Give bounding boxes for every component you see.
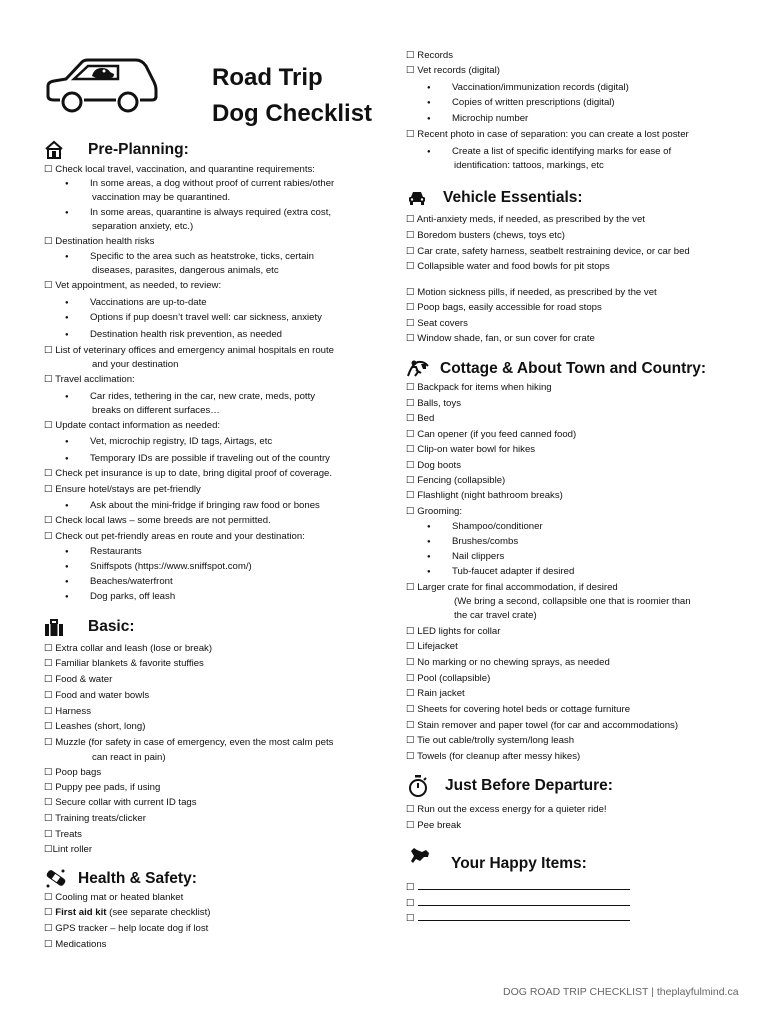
item-continuation: (We bring a second, collapsible one that is roomier than	[454, 596, 691, 607]
checklist-item[interactable]: ☐ Check local laws – some breeds are not permitted.	[44, 515, 271, 526]
bullet-continuation: diseases, parasites, dangerous animals, etc	[92, 265, 279, 276]
item-continuation: the car travel crate)	[454, 610, 537, 621]
checklist-item[interactable]: ☐ Check out pet-friendly areas en route and your destination:	[44, 531, 305, 542]
checklist-item[interactable]: ☐ Stain remover and paper towel (for car and accommodations)	[406, 720, 679, 731]
checklist-item[interactable]: ☐ Clip-on water bowl for hikes	[406, 444, 536, 455]
checklist-item[interactable]: ☐ Window shade, fan, or sun cover for crate	[406, 333, 595, 344]
checklist-item[interactable]: ☐ Recent photo in case of separation: you can create a lost poster	[406, 129, 689, 140]
blank-item[interactable]: ☐	[406, 896, 630, 910]
checklist-item[interactable]: ☐ Rain jacket	[406, 688, 465, 699]
checklist-item[interactable]: ☐ Harness	[44, 706, 91, 717]
blank-item[interactable]: ☐	[406, 911, 630, 925]
checklist-item[interactable]: ☐ Medications	[44, 939, 107, 950]
bullet-item: ● Vet, microchip registry, ID tags, Airtags, etc	[66, 436, 272, 448]
checklist-item[interactable]: ☐ Check local travel, vaccination, and quarantine requirements:	[44, 164, 315, 175]
bullet-item: ● Temporary IDs are possible if traveling out of the country	[66, 453, 330, 465]
checklist-item[interactable]: ☐ Pool (collapsible)	[406, 673, 491, 684]
checklist-item[interactable]: ☐ Destination health risks	[44, 236, 155, 247]
checklist-item[interactable]: ☐ Boredom busters (chews, toys etc)	[406, 230, 565, 241]
title-line-1: Road Trip	[212, 64, 323, 91]
checklist-item[interactable]: ☐ Vet appointment, as needed, to review:	[44, 280, 222, 291]
checklist-item[interactable]: ☐ Run out the excess energy for a quieter ride!	[406, 804, 607, 815]
first-aid-kit-label: First aid kit	[55, 907, 107, 918]
bullet-item: ● Vaccinations are up-to-date	[66, 297, 207, 309]
bullet-item: ● Microchip number	[428, 113, 528, 125]
bullet-item: ● In some areas, a dog without proof of current rabies/other	[66, 178, 334, 190]
checklist-item[interactable]: ☐ Muzzle (for safety in case of emergency, even the most calm pets	[44, 737, 334, 748]
checklist-item[interactable]: ☐ Travel acclimation:	[44, 374, 135, 385]
blank-item[interactable]: ☐	[406, 880, 630, 894]
bullet-item: ● Shampoo/conditioner	[428, 521, 543, 533]
suitcase-icon	[44, 619, 64, 637]
checklist-item[interactable]: ☐ Cooling mat or heated blanket	[44, 892, 184, 903]
hiking-icon	[406, 358, 430, 378]
checklist-item[interactable]: ☐ Ensure hotel/stays are pet-friendly	[44, 484, 201, 495]
blank-line[interactable]	[418, 880, 630, 890]
bullet-item: ● Create a list of specific identifying marks for ease of	[428, 146, 671, 158]
item-continuation: and your destination	[92, 359, 179, 370]
bullet-item: ● Ask about the mini-fridge if bringing raw food or bones	[66, 500, 320, 512]
bullet-continuation: breaks on different surfaces…	[92, 405, 220, 416]
bullet-item: ● Restaurants	[66, 546, 142, 558]
checklist-item[interactable]: ☐ GPS tracker – help locate dog if lost	[44, 923, 209, 934]
checklist-item[interactable]: ☐ Motion sickness pills, if needed, as prescribed by the vet	[406, 287, 657, 298]
checklist-item[interactable]: ☐ Balls, toys	[406, 398, 461, 409]
bullet-item: ● Beaches/waterfront	[66, 576, 173, 588]
bullet-continuation: separation anxiety, etc.)	[92, 221, 194, 232]
bullet-item: ● In some areas, quarantine is always required (extra cost,	[66, 207, 331, 219]
checklist-item[interactable]: ☐ Extra collar and leash (lose or break)	[44, 643, 213, 654]
checklist-item[interactable]: ☐ Poop bags, easily accessible for road stops	[406, 302, 602, 313]
blank-line[interactable]	[418, 896, 630, 906]
bullet-item: ● Brushes/combs	[428, 536, 518, 548]
dog-icon	[408, 845, 432, 867]
blank-line[interactable]	[418, 911, 630, 921]
checklist-item[interactable]: ☐ Secure collar with current ID tags	[44, 797, 197, 808]
title-line-2: Dog Checklist	[212, 100, 373, 127]
bullet-continuation: vaccination may be quarantined.	[92, 192, 231, 203]
page-footer: DOG ROAD TRIP CHECKLIST | theplayfulmind.ca	[503, 986, 739, 998]
bullet-item: ● Car rides, tethering in the car, new crate, meds, potty	[66, 391, 315, 403]
checklist-item[interactable]: ☐ Grooming:	[406, 506, 463, 517]
bullet-item: ● Options if pup doesn’t travel well: car sickness, anxiety	[66, 312, 322, 324]
checklist-item[interactable]: ☐ Backpack for items when hiking	[406, 382, 552, 393]
checklist-item[interactable]: ☐ Seat covers	[406, 318, 468, 329]
checklist-item[interactable]: ☐ Lifejacket	[406, 641, 458, 652]
car-with-dog-icon	[44, 56, 158, 120]
bullet-item: ● Copies of written prescriptions (digital)	[428, 97, 615, 109]
checklist-item[interactable]: ☐Lint roller	[44, 844, 93, 855]
bullet-item: ● Tub-faucet adapter if desired	[428, 566, 574, 578]
item-continuation: can react in pain)	[92, 752, 166, 763]
car-icon	[408, 190, 426, 206]
bullet-item: ● Dog parks, off leash	[66, 591, 175, 603]
stopwatch-icon	[408, 775, 428, 797]
checklist-item[interactable]: ☐ Records	[406, 50, 453, 61]
bullet-item: ● Destination health risk prevention, as needed	[66, 329, 282, 341]
checklist-item[interactable]: ☐ Food and water bowls	[44, 690, 150, 701]
bullet-item: ● Specific to the area such as heatstroke, ticks, certain	[66, 251, 314, 263]
checklist-item[interactable]: ☐ Collapsible water and food bowls for pit stops	[406, 261, 610, 272]
bullet-continuation: identification: tattoos, markings, etc	[454, 160, 604, 171]
checklist-item[interactable]: ☐ Bed	[406, 413, 435, 424]
bullet-item: ● Nail clippers	[428, 551, 504, 563]
checklist-item[interactable]: ☐ LED lights for collar	[406, 626, 501, 637]
checklist-item[interactable]: ☐ Car crate, safety harness, seatbelt restraining device, or car bed	[406, 246, 690, 257]
checklist-item[interactable]: ☐ Tie out cable/trolly system/long leash	[406, 735, 575, 746]
checklist-item[interactable]: ☐ Training treats/clicker	[44, 813, 146, 824]
checklist-item[interactable]: ☐ Vet records (digital)	[406, 65, 500, 76]
checklist-item[interactable]: ☐ Update contact information as needed:	[44, 420, 221, 431]
checklist-item[interactable]: ☐ Sheets for covering hotel beds or cottage furniture	[406, 704, 631, 715]
house-icon	[44, 140, 64, 160]
checklist-item[interactable]: ☐ Poop bags	[44, 767, 102, 778]
bullet-item: ● Vaccination/immunization records (digital)	[428, 82, 629, 94]
checklist-item[interactable]: ☐ No marking or no chewing sprays, as needed	[406, 657, 610, 668]
checklist-item[interactable]: ☐ Familiar blankets & favorite stuffies	[44, 658, 204, 669]
checklist-item[interactable]: ☐ Can opener (if you feed canned food)	[406, 429, 577, 440]
checklist-item[interactable]: ☐ List of veterinary offices and emergency animal hospitals en route	[44, 345, 334, 356]
checklist-item[interactable]: ☐ Treats	[44, 829, 82, 840]
bandage-icon	[44, 867, 68, 889]
checklist-item[interactable]: ☐ Leashes (short, long)	[44, 721, 146, 732]
checklist-item[interactable]: ☐ Towels (for cleanup after messy hikes)	[406, 751, 581, 762]
checklist-item[interactable]: ☐ Check pet insurance is up to date, bring digital proof of coverage.	[44, 468, 333, 479]
checklist-item[interactable]: ☐ Anti-anxiety meds, if needed, as prescribed by the vet	[406, 214, 645, 225]
checklist-item[interactable]: ☐ Food & water	[44, 674, 113, 685]
checklist-item[interactable]: ☐ First aid kit (see separate checklist)	[44, 907, 211, 918]
checklist-item[interactable]: ☐ Puppy pee pads, if using	[44, 782, 161, 793]
page-title	[212, 60, 372, 132]
checklist-item[interactable]: ☐ Larger crate for final accommodation, if desired	[406, 582, 618, 593]
checklist-item[interactable]: ☐ Fencing (collapsible)	[406, 475, 506, 486]
checklist-item[interactable]: ☐ Pee break	[406, 820, 462, 831]
checklist-item[interactable]: ☐ Flashlight (night bathroom breaks)	[406, 490, 563, 501]
checklist-item[interactable]: ☐ Dog boots	[406, 460, 462, 471]
bullet-item: ● Sniffspots (https://www.sniffspot.com/)	[66, 561, 252, 573]
